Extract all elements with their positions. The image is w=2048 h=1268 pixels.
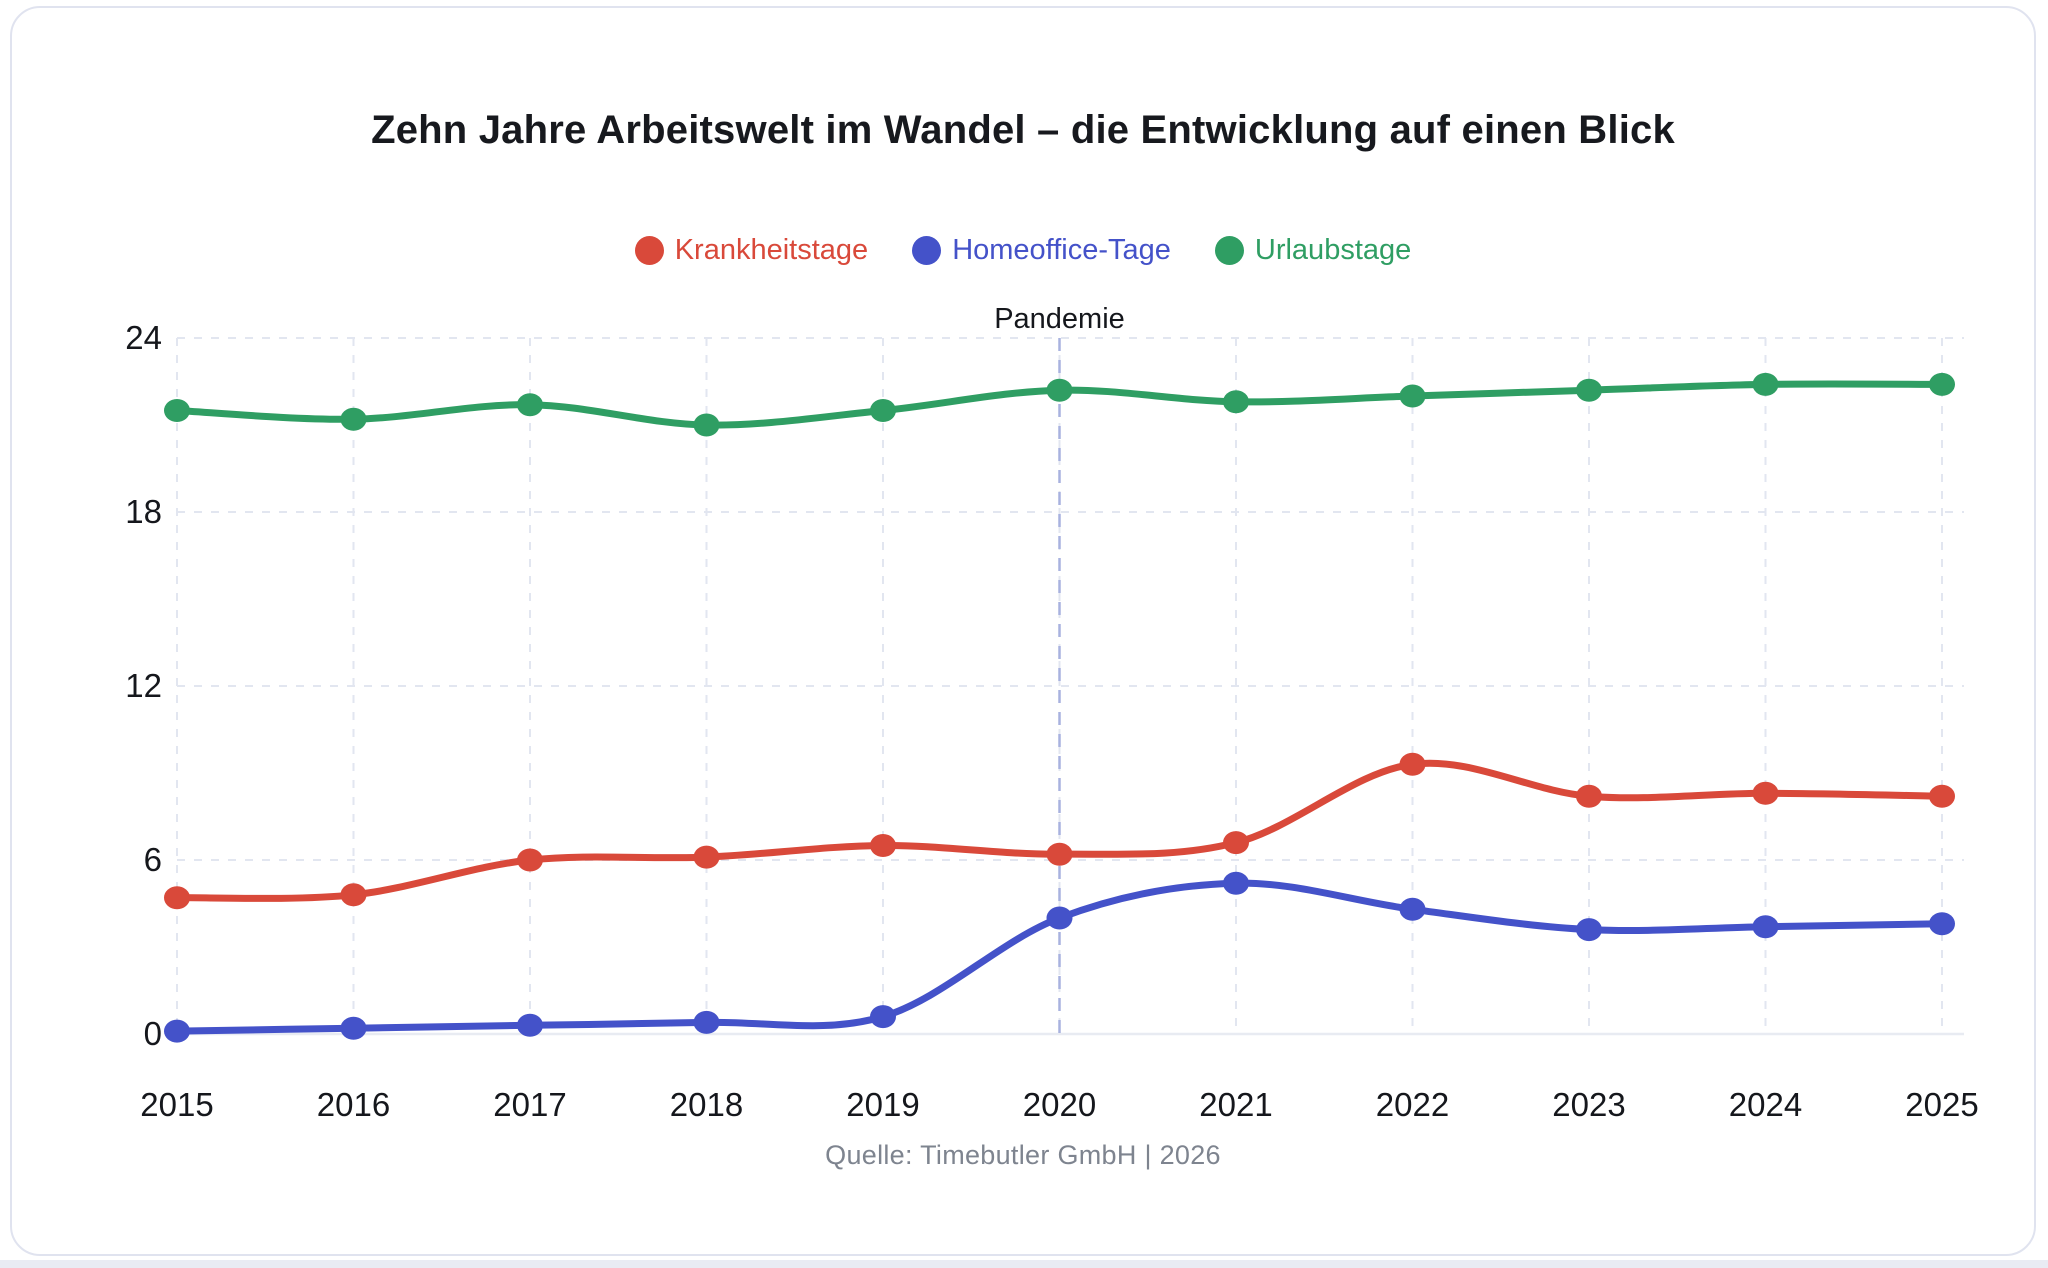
y-tick-label: 18 (125, 493, 162, 530)
legend-item-krankheitstage[interactable] (635, 234, 868, 267)
data-point-urlaubstage (164, 399, 190, 422)
data-point-homeoffice-tage (1576, 918, 1602, 941)
data-point-krankheitstage (1400, 753, 1426, 776)
legend-dot-icon (635, 236, 664, 265)
x-tick-label: 2020 (1022, 1086, 1097, 1123)
data-point-homeoffice-tage (1047, 907, 1073, 930)
data-point-krankheitstage (517, 849, 543, 872)
data-point-homeoffice-tage (694, 1011, 720, 1034)
data-point-krankheitstage (694, 846, 720, 869)
annotation-label-pandemie: Pandemie (994, 303, 1125, 335)
data-point-homeoffice-tage (341, 1017, 367, 1040)
legend-label: Krankheitstage (674, 234, 869, 266)
data-point-homeoffice-tage (517, 1014, 543, 1037)
legend-item-urlaubstage[interactable] (1215, 234, 1411, 267)
data-point-krankheitstage (164, 886, 190, 909)
legend-dot-icon (912, 236, 941, 265)
legend-dot-icon (1215, 236, 1244, 265)
data-point-krankheitstage (1047, 843, 1073, 866)
x-tick-label: 2019 (846, 1086, 920, 1123)
legend-label: Homeoffice-Tage (952, 234, 1171, 266)
data-point-homeoffice-tage (1223, 872, 1249, 895)
x-tick-label: 2018 (669, 1086, 744, 1123)
x-tick-label: 2024 (1728, 1086, 1803, 1123)
chart-title: Zehn Jahre Arbeitswelt im Wandel – die Entwicklung auf einen Blick (371, 108, 1675, 152)
data-point-homeoffice-tage (1400, 898, 1426, 921)
data-point-krankheitstage (1753, 782, 1779, 805)
page-bottom-strip (0, 1260, 2048, 1268)
x-tick-label: 2023 (1552, 1086, 1626, 1123)
data-point-urlaubstage (694, 414, 720, 437)
x-tick-label: 2022 (1375, 1086, 1450, 1123)
source-caption: Quelle: Timebutler GmbH | 2026 (825, 1140, 1221, 1170)
y-tick-label: 0 (143, 1015, 162, 1052)
legend-item-homeoffice-tage[interactable] (912, 234, 1171, 267)
x-tick-label: 2016 (316, 1086, 391, 1123)
data-point-homeoffice-tage (870, 1005, 896, 1028)
data-point-krankheitstage (1576, 785, 1602, 808)
legend-label: Urlaubstage (1254, 234, 1412, 266)
chart-legend (12, 234, 2034, 267)
data-point-krankheitstage (1223, 831, 1249, 854)
data-point-urlaubstage (1753, 373, 1779, 396)
data-point-homeoffice-tage (1753, 915, 1779, 938)
x-tick-label: 2025 (1905, 1086, 1979, 1123)
chart-card (10, 6, 2036, 1256)
data-point-krankheitstage (1929, 785, 1955, 808)
data-point-urlaubstage (1223, 390, 1249, 413)
data-point-krankheitstage (870, 834, 896, 857)
data-point-urlaubstage (1929, 373, 1955, 396)
data-point-urlaubstage (870, 399, 896, 422)
y-tick-label: 6 (143, 841, 162, 878)
x-tick-label: 2017 (493, 1086, 567, 1123)
x-tick-label: 2015 (140, 1086, 214, 1123)
data-point-homeoffice-tage (164, 1020, 190, 1043)
y-tick-label: 12 (125, 667, 162, 704)
data-point-homeoffice-tage (1929, 912, 1955, 935)
line-chart (12, 292, 2038, 1192)
y-tick-label: 24 (125, 319, 162, 356)
data-point-krankheitstage (341, 883, 367, 906)
data-point-urlaubstage (517, 393, 543, 416)
data-point-urlaubstage (1047, 379, 1073, 402)
data-point-urlaubstage (1576, 379, 1602, 402)
data-point-urlaubstage (1400, 385, 1426, 408)
data-point-urlaubstage (341, 408, 367, 431)
x-tick-label: 2021 (1199, 1086, 1273, 1123)
